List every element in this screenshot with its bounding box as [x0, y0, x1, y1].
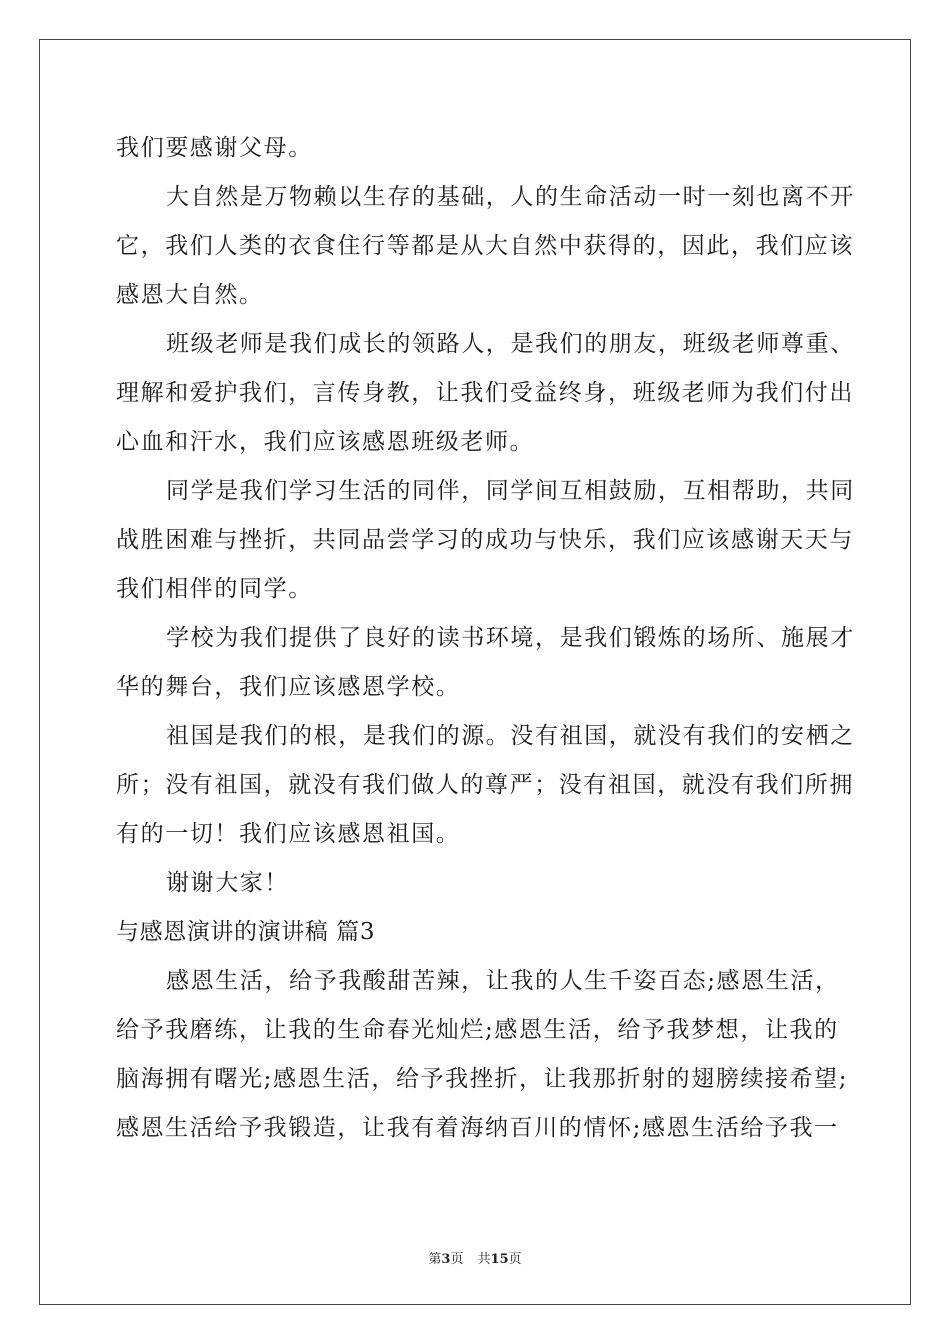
- text-line: 感恩大自然。: [116, 282, 264, 308]
- text-line: 脑海拥有曙光;感恩生活，给予我挫折，让我那折射的翅膀续接希望;: [116, 1066, 849, 1092]
- text-line: 它，我们人类的衣食住行等都是从大自然中获得的，因此，我们应该: [116, 233, 854, 259]
- text-line: 给予我磨练，让我的生命春光灿烂;感恩生活，给予我梦想，让我的: [116, 1017, 839, 1043]
- text-line: 华的舞台，我们应该感恩学校。: [116, 674, 461, 700]
- paragraph-nature-start: 大自然是万物赖以生存的基础，人的生命活动一时一刻也离不开: [166, 184, 855, 210]
- text-line: 理解和爱护我们，言传身教，让我们受益终身，班级老师为我们付出: [116, 380, 854, 406]
- total-suffix: 页: [508, 1252, 522, 1267]
- page-number: 3: [441, 1252, 451, 1267]
- text-line: 所；没有祖国，就没有我们做人的尊严；没有祖国，就没有我们所拥: [116, 772, 854, 798]
- page-suffix: 页: [450, 1252, 464, 1267]
- section-heading: 与感恩演讲的演讲稿 篇3: [116, 919, 376, 945]
- text-line: 心血和汗水，我们应该感恩班级老师。: [116, 429, 535, 455]
- paragraph-motherland-start: 祖国是我们的根，是我们的源。没有祖国，就没有我们的安栖之: [166, 723, 855, 749]
- text-line: 我们要感谢父母。: [116, 135, 313, 161]
- total-pages: 15: [490, 1252, 509, 1267]
- text-line: 战胜困难与挫折，共同品尝学习的成功与快乐，我们应该感谢天天与: [116, 527, 854, 553]
- text-line: 我们相伴的同学。: [116, 576, 313, 602]
- paragraph-life-start: 感恩生活，给予我酸甜苦辣，让我的人生千姿百态;感恩生活，: [166, 968, 840, 994]
- total-prefix: 共: [477, 1252, 491, 1267]
- page-footer: [0, 1248, 950, 1267]
- closing-thanks: 谢谢大家！: [166, 870, 289, 896]
- paragraph-school-start: 学校为我们提供了良好的读书环境，是我们锻炼的场所、施展才: [166, 625, 855, 651]
- document-body: [116, 124, 855, 1153]
- paragraph-classmates-start: 同学是我们学习生活的同伴，同学间互相鼓励，互相帮助，共同: [166, 478, 855, 504]
- paragraph-teacher-start: 班级老师是我们成长的领路人，是我们的朋友，班级老师尊重、: [166, 331, 855, 357]
- text-line: 感恩生活给予我锻造，让我有着海纳百川的情怀;感恩生活给予我一: [116, 1115, 839, 1141]
- page-prefix: 第: [428, 1252, 442, 1267]
- text-line: 有的一切！我们应该感恩祖国。: [116, 821, 461, 847]
